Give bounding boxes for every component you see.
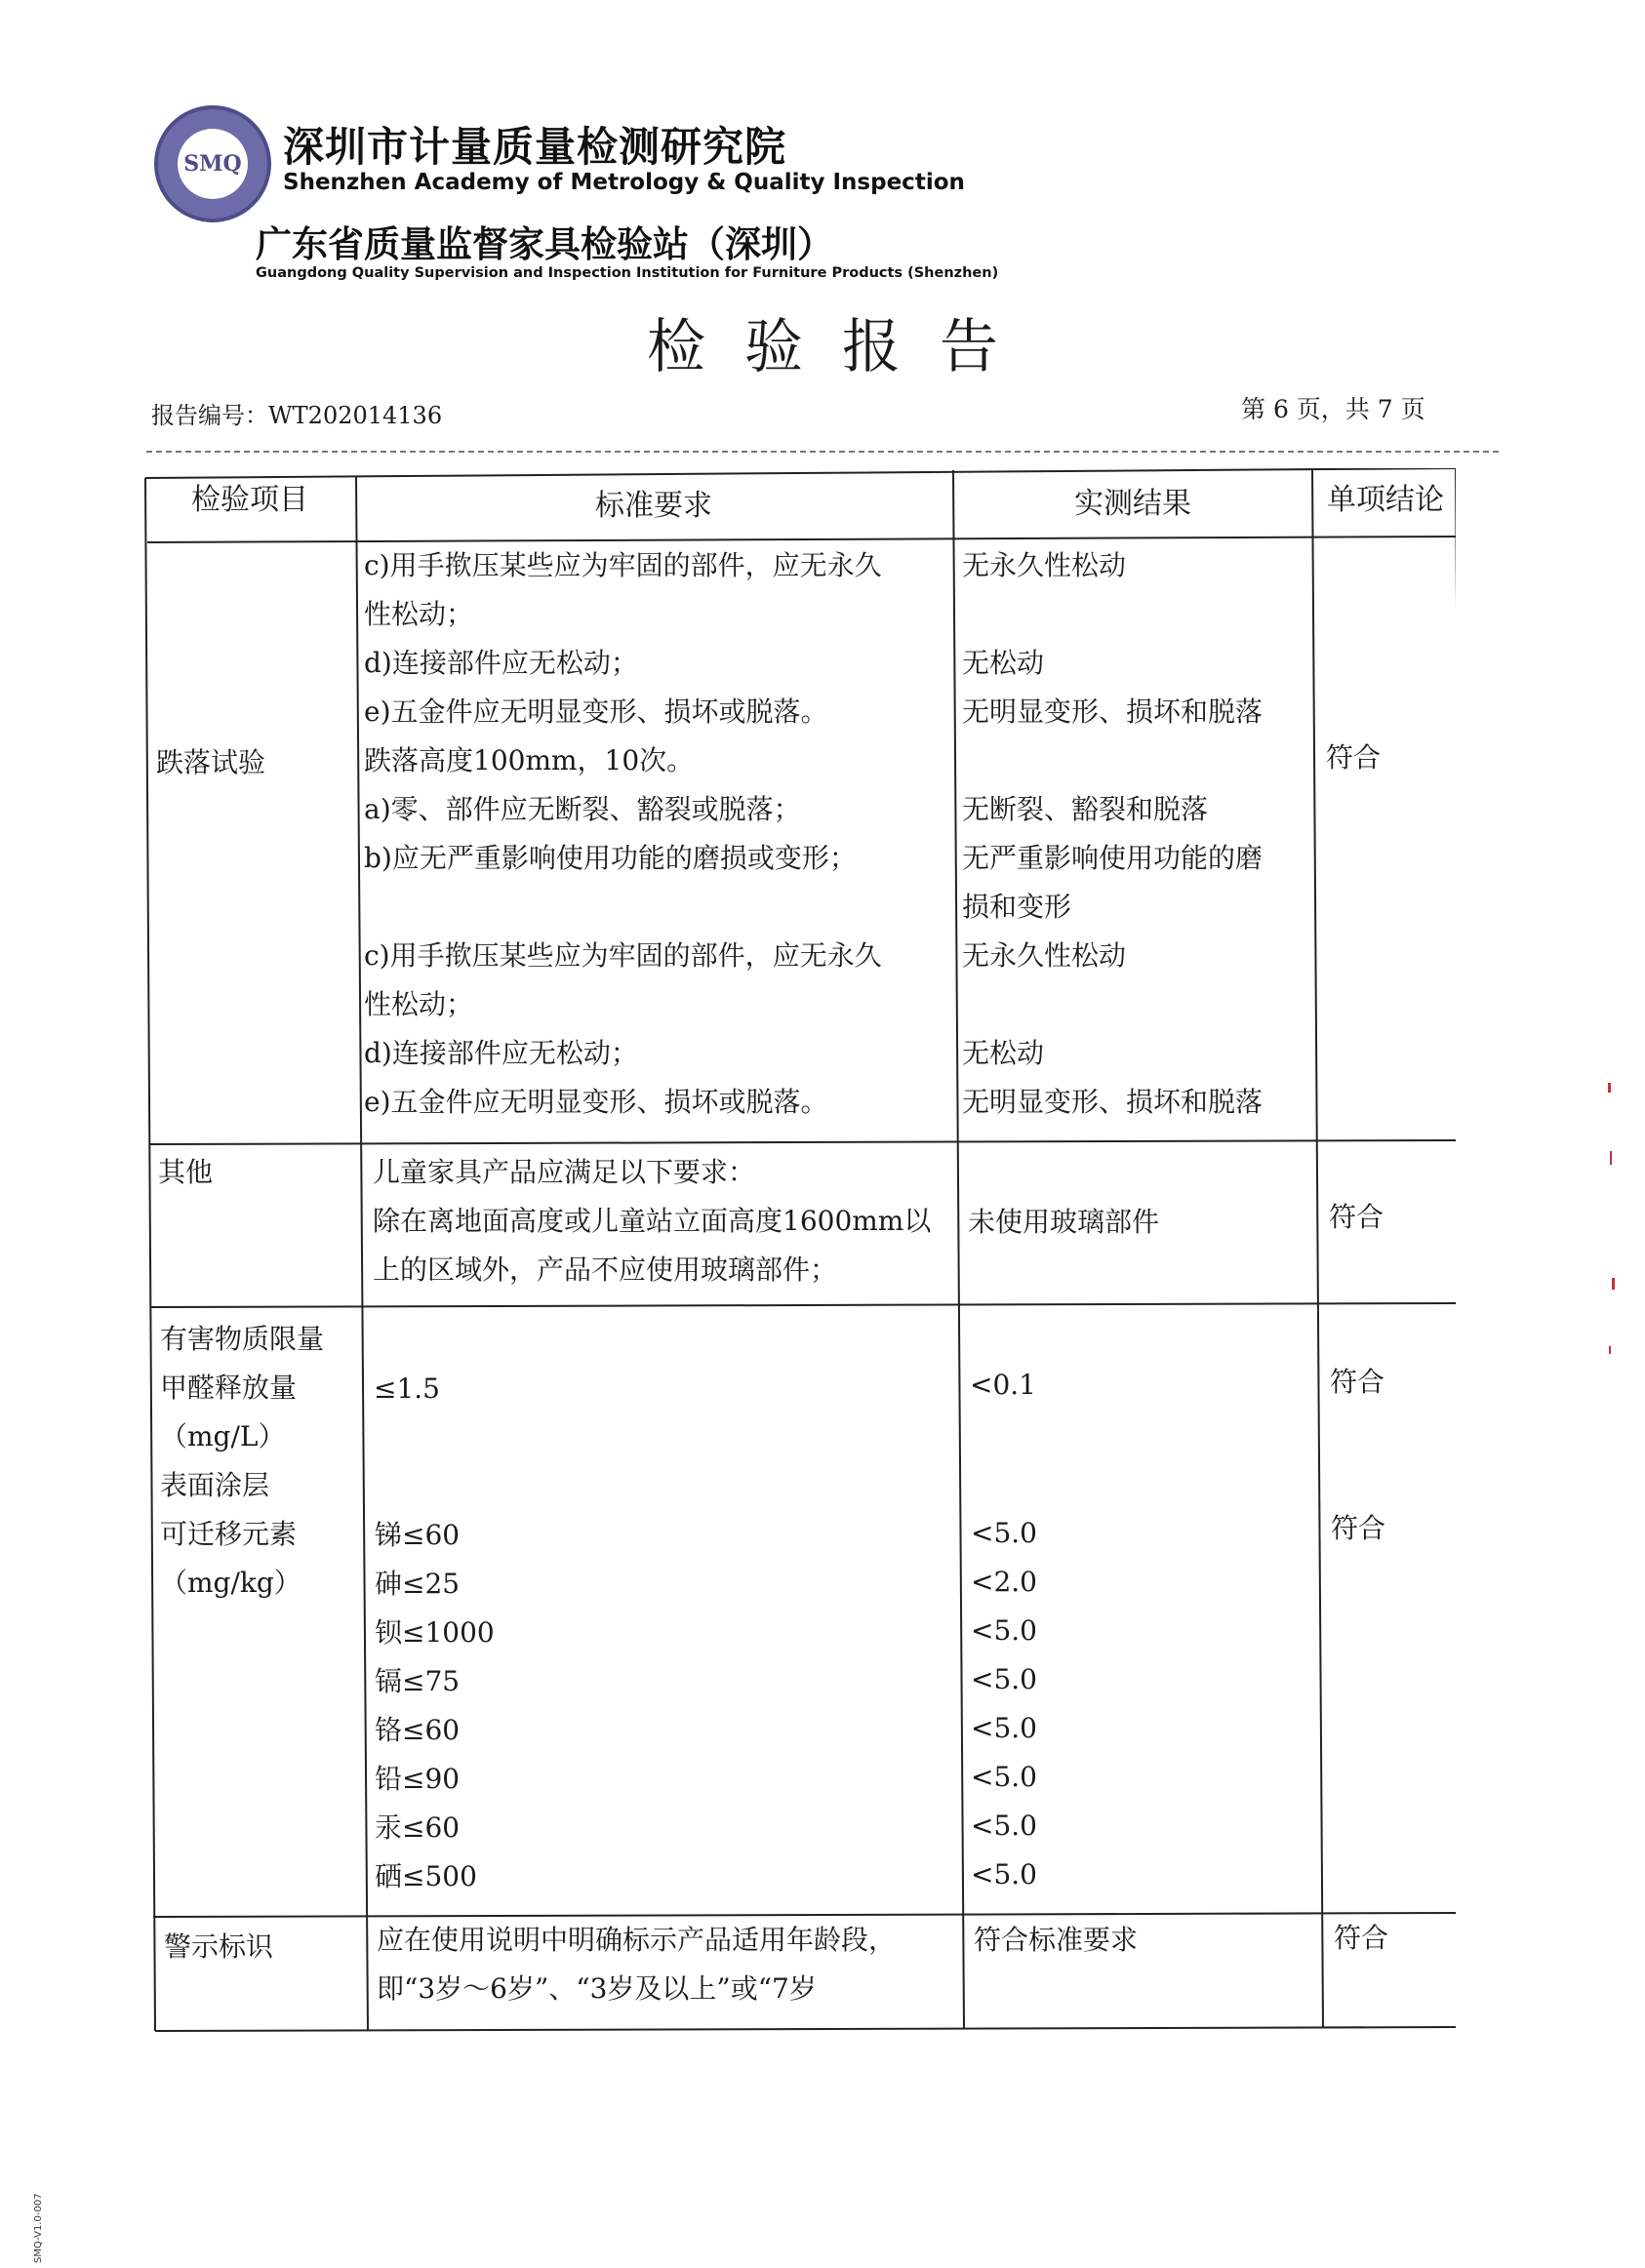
inspection-table — [142, 468, 1456, 2033]
row-other-result: 未使用玻璃部件 — [968, 1206, 1160, 1238]
smq-seal-logo — [154, 105, 271, 222]
row-drop-test-item: 跌落试验 — [156, 746, 266, 778]
row-other-conclusion: 符合 — [1329, 1201, 1384, 1233]
org-name-cn: 深圳市计量质量检测研究院 — [283, 123, 787, 171]
row-hazard-elements-requirement: 锑≤60 砷≤25 钡≤1000 镉≤75 铬≤60 铅≤90 汞≤60 硒≤500 — [375, 1519, 495, 1892]
row-hazard-formaldehyde-result: <0.1 — [970, 1369, 1036, 1401]
report-title: 检验报告 — [647, 313, 1037, 381]
row-other-requirement: 儿童家具产品应满足以下要求： 除在离地面高度或儿童站立面高度1600mm以 上的区域外，产品不应使用玻璃部件； — [373, 1156, 932, 1286]
row-warning-requirement: 应在使用说明中明确标示产品适用年龄段， 即“3岁～6岁”、“3岁及以上”或“7岁 — [377, 1924, 897, 2005]
row-hazard-item: 有害物质限量 甲醛释放量 （mg/L） 表面涂层 可迁移元素 （mg/kg） — [160, 1323, 325, 1599]
row-hazard-elements-result: <5.0 <2.0 <5.0 <5.0 <5.0 <5.0 <5.0 <5.0 — [971, 1517, 1037, 1890]
row-hazard-elements-conclusion: 符合 — [1331, 1512, 1386, 1544]
row-hazard-formaldehyde-conclusion: 符合 — [1330, 1366, 1385, 1398]
stamp-bleed-mark — [1608, 1083, 1611, 1093]
form-code: SMQ-V1.0-007 — [33, 2193, 44, 2263]
org-header — [154, 105, 999, 300]
col-header-result: 实测结果 — [1074, 487, 1191, 521]
stamp-bleed-mark — [1612, 1278, 1615, 1290]
row-drop-test-result: 无永久性松动 无松动 无明显变形、损坏和脱落 无断裂、豁裂和脱落 无严重影响使用功能的磨 损和变形 无永久性松动 无松动 无明显变形、损坏和脱落 — [962, 549, 1264, 1118]
seal-text: SMQ — [178, 129, 248, 199]
header-divider — [146, 451, 1499, 453]
row-warning-result: 符合标准要求 — [974, 1924, 1139, 1956]
stamp-bleed-mark — [1609, 1346, 1611, 1354]
col-header-item: 检验项目 — [191, 483, 308, 517]
col-header-requirement: 标准要求 — [595, 489, 712, 523]
station-name-en: Guangdong Quality Supervision and Inspection Institution for Furniture Products (Shenzhen) — [256, 265, 999, 281]
row-warning-item: 警示标识 — [164, 1930, 274, 1963]
row-drop-test-requirement: c)用手揿压某些应为牢固的部件，应无永久 性松动； d)连接部件应无松动； e)五金件应无明显变形、损坏或脱落。 跌落高度100mm，10次。 a)零、部件应无断裂、豁裂或脱落； b)应无严重影响使用功能的磨损或变形； c)用手揿压某些应为牢固的部件，应无永久 性松动； d)连接部件应无松动； e)五金件应无明显变形、损坏或脱落。 — [364, 549, 882, 1118]
row-hazard-formaldehyde-requirement: ≤1.5 — [374, 1373, 440, 1405]
page-info: 第 6 页，共 7 页 — [1241, 395, 1425, 423]
org-name-en: Shenzhen Academy of Metrology & Quality Inspection — [283, 170, 965, 195]
col-header-conclusion: 单项结论 — [1327, 483, 1444, 517]
report-number: 报告编号：WT202014136 — [151, 402, 443, 429]
station-name-cn: 广东省质量监督家具检验站（深圳） — [256, 223, 833, 265]
stamp-bleed-mark — [1610, 1151, 1612, 1165]
row-warning-conclusion: 符合 — [1334, 1922, 1389, 1954]
row-drop-test-conclusion: 符合 — [1326, 741, 1382, 774]
row-other-item: 其他 — [158, 1156, 214, 1188]
